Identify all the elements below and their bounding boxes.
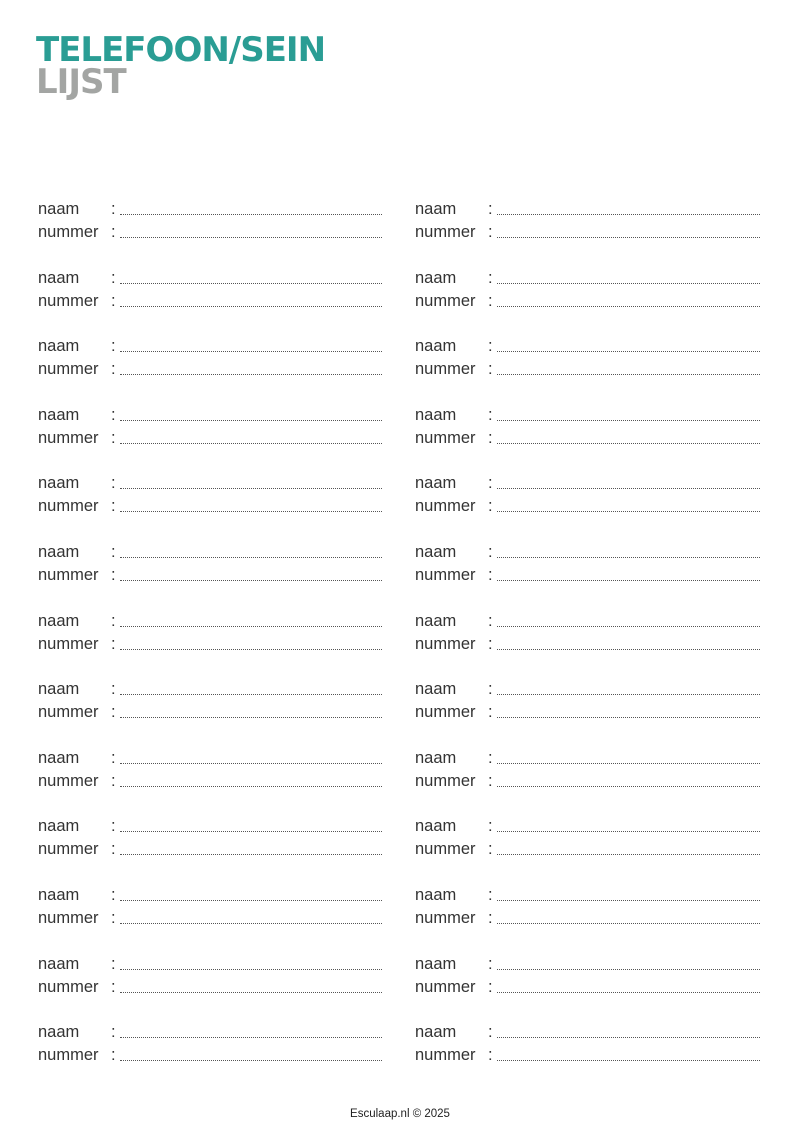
contact-entry [38, 541, 382, 610]
name-separator: : [111, 680, 116, 699]
number-separator: : [488, 223, 493, 241]
number-label: nummer [415, 771, 476, 790]
number-label: nummer [38, 977, 99, 996]
contact-entry [415, 198, 759, 267]
name-row [415, 1021, 759, 1044]
name-row [415, 678, 759, 701]
number-label: nummer [38, 1046, 99, 1065]
name-label: naam [415, 817, 457, 836]
name-label: naam [38, 405, 80, 424]
name-label: naam [38, 817, 80, 836]
name-label: naam [415, 474, 457, 493]
contact-entry [38, 472, 382, 541]
name-label: naam [415, 611, 457, 630]
number-dotted-line [120, 306, 382, 307]
number-dotted-line [120, 374, 382, 375]
name-row [415, 815, 759, 838]
name-dotted-line [497, 283, 760, 284]
name-separator: : [488, 954, 493, 973]
name-row [38, 953, 382, 976]
name-label: naam [38, 337, 80, 356]
contact-entry [38, 404, 382, 473]
name-dotted-line [497, 351, 760, 352]
name-row [415, 541, 759, 564]
name-row [38, 610, 382, 633]
name-label: naam [38, 1023, 80, 1042]
number-separator: : [111, 908, 116, 927]
name-dotted-line [120, 557, 382, 558]
number-dotted-line [120, 992, 382, 993]
contact-entry [415, 953, 759, 1022]
footer-copyright: Esculaap.nl © 2025 [350, 1108, 450, 1120]
number-separator: : [488, 908, 493, 927]
number-separator: : [488, 291, 493, 310]
number-label: nummer [415, 703, 476, 722]
name-row [415, 267, 759, 290]
contact-entry [38, 678, 382, 747]
number-label: nummer [38, 360, 99, 379]
number-separator: : [111, 565, 116, 584]
name-separator: : [111, 954, 116, 973]
contact-entry [415, 404, 759, 473]
contact-entry [415, 472, 759, 541]
name-dotted-line [497, 763, 760, 764]
number-separator: : [111, 977, 116, 996]
number-row [38, 770, 382, 793]
name-label: naam [415, 748, 457, 767]
name-separator: : [488, 200, 493, 218]
name-label: naam [415, 200, 457, 218]
name-dotted-line [497, 694, 760, 695]
name-separator: : [488, 817, 493, 836]
name-row [38, 267, 382, 290]
name-row [38, 335, 382, 358]
name-dotted-line [120, 283, 382, 284]
name-separator: : [488, 1023, 493, 1042]
name-row [38, 884, 382, 907]
number-separator: : [111, 634, 116, 653]
number-dotted-line [120, 1060, 382, 1061]
number-label: nummer [415, 840, 476, 859]
contact-entry [38, 815, 382, 884]
contact-entry [38, 610, 382, 679]
number-separator: : [488, 977, 493, 996]
number-label: nummer [415, 428, 476, 447]
name-label: naam [38, 268, 80, 287]
number-separator: : [111, 291, 116, 310]
number-row [38, 495, 382, 518]
number-label: nummer [415, 291, 476, 310]
number-dotted-line [120, 717, 382, 718]
number-label: nummer [415, 360, 476, 379]
number-label: nummer [38, 497, 99, 516]
number-dotted-line [497, 717, 760, 718]
number-separator: : [488, 497, 493, 516]
number-row [38, 564, 382, 587]
name-row [38, 472, 382, 495]
number-dotted-line [497, 580, 760, 581]
name-dotted-line [497, 969, 760, 970]
entries-column-right [415, 198, 759, 1090]
number-row [38, 427, 382, 450]
number-dotted-line [120, 237, 382, 238]
name-separator: : [111, 748, 116, 767]
name-separator: : [111, 1023, 116, 1042]
number-separator: : [111, 703, 116, 722]
name-dotted-line [120, 763, 382, 764]
title-line-1: TELEFOON/SEIN [36, 30, 326, 70]
title-line-2: LIJST [36, 62, 126, 102]
contact-entry [415, 610, 759, 679]
number-row [38, 907, 382, 930]
number-label: nummer [415, 908, 476, 927]
contact-entry [415, 884, 759, 953]
number-separator: : [111, 1046, 116, 1065]
number-separator: : [488, 634, 493, 653]
name-dotted-line [497, 831, 760, 832]
name-row [38, 678, 382, 701]
name-label: naam [415, 337, 457, 356]
number-separator: : [488, 1046, 493, 1065]
number-row [415, 770, 759, 793]
name-row [38, 815, 382, 838]
number-separator: : [111, 360, 116, 379]
number-dotted-line [120, 854, 382, 855]
number-dotted-line [497, 443, 760, 444]
contact-entry [415, 1021, 759, 1090]
number-row [38, 701, 382, 724]
number-dotted-line [497, 923, 760, 924]
number-label: nummer [415, 977, 476, 996]
number-separator: : [111, 223, 116, 241]
name-row [415, 953, 759, 976]
name-dotted-line [120, 420, 382, 421]
name-dotted-line [497, 488, 760, 489]
name-label: naam [415, 268, 457, 287]
name-dotted-line [120, 1037, 382, 1038]
name-label: naam [38, 680, 80, 699]
name-dotted-line [120, 488, 382, 489]
number-label: nummer [38, 703, 99, 722]
name-separator: : [488, 748, 493, 767]
number-separator: : [488, 703, 493, 722]
number-label: nummer [38, 634, 99, 653]
name-row [415, 472, 759, 495]
name-dotted-line [120, 900, 382, 901]
name-label: naam [38, 748, 80, 767]
number-row [38, 290, 382, 313]
name-label: naam [38, 542, 80, 561]
name-label: naam [38, 885, 80, 904]
number-separator: : [488, 771, 493, 790]
number-dotted-line [120, 443, 382, 444]
contact-entry [38, 747, 382, 816]
number-dotted-line [120, 511, 382, 512]
number-dotted-line [120, 649, 382, 650]
name-row [415, 404, 759, 427]
contact-entry [415, 267, 759, 336]
number-separator: : [488, 840, 493, 859]
name-label: naam [415, 680, 457, 699]
number-label: nummer [415, 497, 476, 516]
name-label: naam [415, 542, 457, 561]
number-separator: : [111, 840, 116, 859]
number-dotted-line [497, 992, 760, 993]
name-row [38, 404, 382, 427]
name-dotted-line [497, 557, 760, 558]
name-dotted-line [497, 1037, 760, 1038]
number-separator: : [111, 771, 116, 790]
name-dotted-line [497, 900, 760, 901]
name-label: naam [415, 885, 457, 904]
page-title [36, 30, 326, 102]
number-separator: : [111, 428, 116, 447]
contact-entry [415, 541, 759, 610]
name-separator: : [111, 268, 116, 287]
number-row [415, 427, 759, 450]
number-label: nummer [415, 1046, 476, 1065]
name-label: naam [38, 200, 80, 218]
number-row [415, 495, 759, 518]
name-label: naam [38, 611, 80, 630]
name-separator: : [488, 337, 493, 356]
number-row [415, 221, 759, 244]
number-dotted-line [497, 374, 760, 375]
number-row [415, 290, 759, 313]
number-label: nummer [38, 428, 99, 447]
number-separator: : [111, 497, 116, 516]
number-separator: : [488, 428, 493, 447]
number-row [38, 976, 382, 999]
number-row [38, 358, 382, 381]
number-row [38, 221, 382, 244]
name-row [38, 1021, 382, 1044]
contact-entry [415, 747, 759, 816]
contact-entry [38, 953, 382, 1022]
number-dotted-line [497, 1060, 760, 1061]
contact-entry [38, 884, 382, 953]
name-row [415, 198, 759, 221]
name-separator: : [488, 542, 493, 561]
number-dotted-line [497, 511, 760, 512]
name-dotted-line [497, 420, 760, 421]
number-dotted-line [497, 854, 760, 855]
number-row [415, 358, 759, 381]
contact-entry [38, 1021, 382, 1090]
number-row [415, 1044, 759, 1067]
name-dotted-line [497, 626, 760, 627]
number-dotted-line [497, 306, 760, 307]
entries-column-left [38, 198, 382, 1090]
name-separator: : [488, 405, 493, 424]
number-row [415, 907, 759, 930]
name-dotted-line [120, 969, 382, 970]
name-row [38, 747, 382, 770]
number-row [38, 1044, 382, 1067]
name-separator: : [488, 885, 493, 904]
name-dotted-line [120, 351, 382, 352]
name-dotted-line [120, 831, 382, 832]
number-dotted-line [497, 649, 760, 650]
number-separator: : [488, 565, 493, 584]
name-label: naam [415, 1023, 457, 1042]
number-row [415, 976, 759, 999]
name-separator: : [488, 680, 493, 699]
number-row [38, 838, 382, 861]
name-separator: : [111, 817, 116, 836]
name-row [415, 884, 759, 907]
name-label: naam [415, 405, 457, 424]
number-separator: : [488, 360, 493, 379]
number-label: nummer [38, 840, 99, 859]
name-label: naam [415, 954, 457, 973]
name-separator: : [111, 474, 116, 493]
name-row [38, 541, 382, 564]
number-dotted-line [497, 786, 760, 787]
name-separator: : [111, 542, 116, 561]
contact-entry [38, 267, 382, 336]
name-label: naam [38, 474, 80, 493]
name-row [415, 335, 759, 358]
name-separator: : [488, 474, 493, 493]
name-dotted-line [120, 694, 382, 695]
contact-entry [415, 678, 759, 747]
name-separator: : [111, 337, 116, 356]
name-label: naam [38, 954, 80, 973]
contact-entry [415, 815, 759, 884]
number-dotted-line [120, 786, 382, 787]
contact-entry [38, 335, 382, 404]
contact-entry [415, 335, 759, 404]
name-separator: : [111, 200, 116, 218]
name-dotted-line [120, 214, 382, 215]
number-label: nummer [415, 223, 476, 241]
number-dotted-line [120, 580, 382, 581]
name-separator: : [111, 405, 116, 424]
name-separator: : [111, 885, 116, 904]
number-label: nummer [415, 565, 476, 584]
number-label: nummer [38, 908, 99, 927]
name-dotted-line [497, 214, 760, 215]
number-row [415, 838, 759, 861]
number-row [38, 633, 382, 656]
number-row [415, 701, 759, 724]
number-row [415, 564, 759, 587]
number-label: nummer [38, 565, 99, 584]
name-row [415, 747, 759, 770]
name-separator: : [111, 611, 116, 630]
number-label: nummer [38, 771, 99, 790]
name-row [38, 198, 382, 221]
number-label: nummer [415, 634, 476, 653]
name-separator: : [488, 268, 493, 287]
number-label: nummer [38, 223, 99, 241]
contact-entry [38, 198, 382, 267]
number-dotted-line [497, 237, 760, 238]
name-separator: : [488, 611, 493, 630]
number-dotted-line [120, 923, 382, 924]
name-dotted-line [120, 626, 382, 627]
number-row [415, 633, 759, 656]
number-label: nummer [38, 291, 99, 310]
name-row [415, 610, 759, 633]
